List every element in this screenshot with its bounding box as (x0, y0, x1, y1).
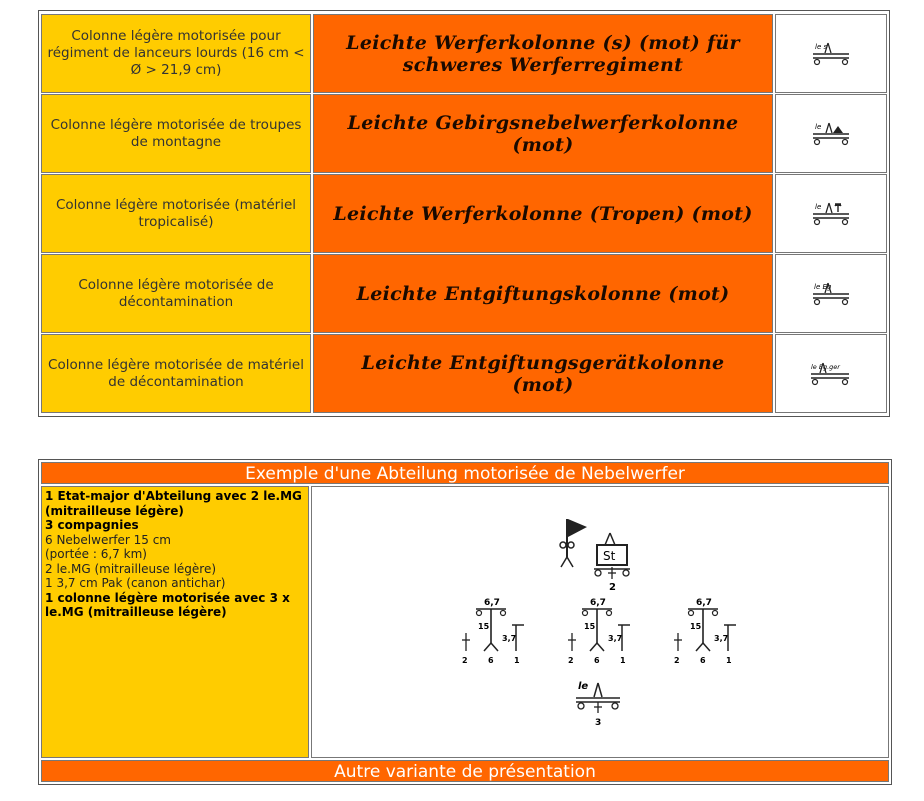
light-column-tropical-symbol (775, 174, 887, 253)
column-count: 3 (595, 718, 602, 728)
symbol-text: le (815, 122, 822, 131)
battery-count: 6 (488, 656, 494, 665)
unit-french-name: Colonne légère motorisée pour régiment de lanceurs lourds (16 cm < Ø > 21,9 cm) (41, 14, 311, 93)
battery-caliber: 15 (584, 622, 596, 631)
alternative-presentation-heading: Autre variante de présentation (41, 760, 889, 782)
example-title: Exemple d'une Abteilung motorisée de Nebelwerfer (41, 462, 889, 484)
composition-line: 1 colonne légère motorisée avec 3 x le.MG (mitrailleuse légère) (45, 590, 290, 619)
battery-range: 6,7 (484, 598, 500, 608)
battery-count: 2 (674, 656, 680, 665)
organization-chart-svg (312, 487, 888, 757)
battery-pak: 3,7 (714, 634, 729, 643)
battery-count: 6 (594, 656, 600, 665)
hq-flag-icon (560, 519, 587, 567)
battery-caliber: 15 (690, 622, 702, 631)
battery-count: 2 (462, 656, 468, 665)
unit-french-name: Colonne légère motorisée (matériel tropicalisé) (41, 174, 311, 253)
battery-icon (568, 598, 630, 665)
hq-label: St (603, 549, 616, 563)
unit-german-name: Leichte Entgiftungsgerätkolonne (mot) (313, 334, 773, 413)
composition-line: 1 Etat-major d'Abteilung avec 2 le.MG (mitrailleuse légère) (45, 489, 302, 518)
composition-line: 6 Nebelwerfer 15 cm (45, 532, 171, 547)
battery-count: 2 (568, 656, 574, 665)
unit-french-name: Colonne légère motorisée de matériel de décontamination (41, 334, 311, 413)
unit-german-name: Leichte Werferkolonne (s) (mot) für schweres Werferregiment (313, 14, 773, 93)
unit-french-name: Colonne légère motorisée de troupes de montagne (41, 94, 311, 173)
battery-icon (462, 598, 524, 665)
unit-row (41, 94, 887, 173)
light-column-mountain-symbol (775, 94, 887, 173)
unit-row (41, 14, 887, 93)
example-body (41, 486, 889, 758)
battery-range: 6,7 (590, 598, 606, 608)
composition-line: 1 3,7 cm Pak (canon antichar) (45, 576, 226, 590)
unit-row (41, 174, 887, 253)
battery-count: 1 (514, 656, 520, 665)
organization-diagram (311, 486, 889, 758)
light-column-heavy-launcher-symbol (775, 14, 887, 93)
symbol-text: le (815, 202, 822, 211)
battery-icon (674, 598, 736, 665)
composition-line: 2 le.MG (mitrailleuse légère) (45, 561, 217, 576)
unit-german-name: Leichte Gebirgsnebelwerferkolonne (mot) (313, 94, 773, 173)
unit-table (38, 10, 890, 417)
light-column-decontamination-symbol (775, 254, 887, 333)
composition-line: (portée : 6,7 km) (45, 547, 147, 561)
example-table (38, 459, 892, 785)
composition-line: 3 compagnies (45, 518, 139, 532)
symbol-text: le s (815, 42, 828, 51)
unit-french-name: Colonne légère motorisée de décontamination (41, 254, 311, 333)
light-column-icon (576, 681, 620, 728)
hq-count: 2 (609, 582, 616, 593)
symbol-text: le Eg (814, 282, 832, 291)
unit-row (41, 334, 887, 413)
battery-count: 1 (726, 656, 732, 665)
hq-staff-vehicle-icon (594, 533, 630, 593)
unit-row (41, 254, 887, 333)
battery-count: 1 (620, 656, 626, 665)
battery-count: 6 (700, 656, 706, 665)
battery-pak: 3,7 (608, 634, 623, 643)
unit-german-name: Leichte Entgiftungskolonne (mot) (313, 254, 773, 333)
column-label: le (578, 681, 589, 692)
symbol-text: le Eg.ger (811, 362, 840, 371)
composition-list (41, 486, 309, 758)
battery-pak: 3,7 (502, 634, 517, 643)
battery-range: 6,7 (696, 598, 712, 608)
unit-german-name: Leichte Werferkolonne (Tropen) (mot) (313, 174, 773, 253)
light-column-decontamination-equipment-symbol (775, 334, 887, 413)
battery-caliber: 15 (478, 622, 490, 631)
